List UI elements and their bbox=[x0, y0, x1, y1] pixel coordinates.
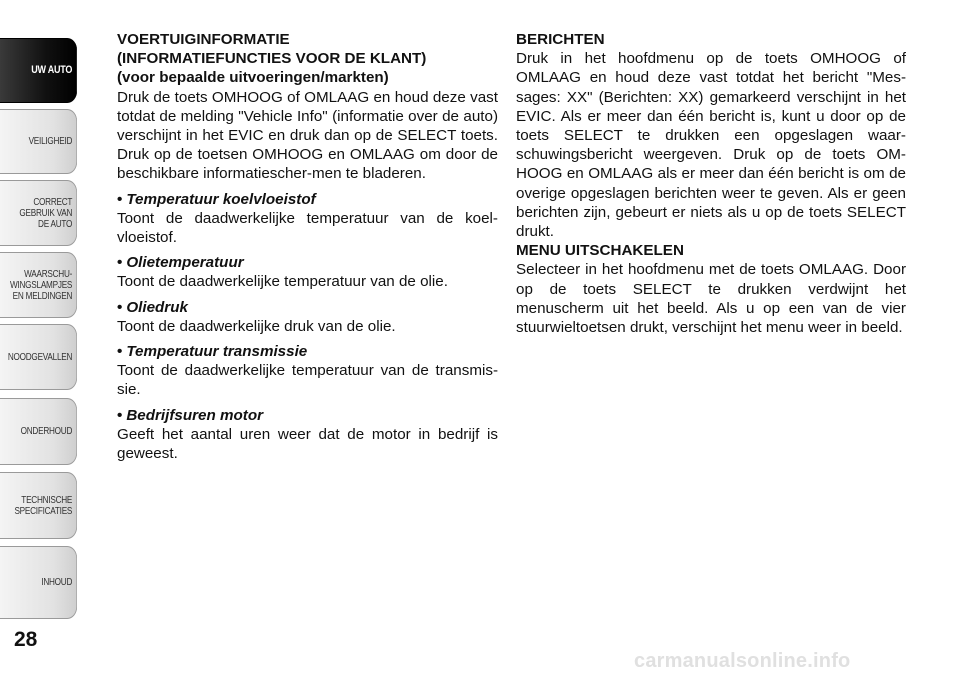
chapter-tabs bbox=[0, 0, 100, 678]
bullet: • bbox=[117, 254, 123, 272]
bullet: • bbox=[117, 190, 123, 208]
watermark: carmanualsonline.info bbox=[634, 650, 851, 672]
tab-uw-auto[interactable]: UW AUTO bbox=[0, 38, 77, 103]
tab-correct-gebruik[interactable]: CORRECT GEBRUIK VAN DE AUTO bbox=[0, 180, 77, 246]
item-title: Oliedruk bbox=[126, 298, 188, 316]
item-title: Bedrijfsuren motor bbox=[126, 406, 264, 424]
left-column bbox=[117, 30, 498, 463]
list-item bbox=[117, 298, 498, 336]
list-item bbox=[117, 253, 498, 291]
section-text-berichten: Druk in het hoofdmenu op de toets OMHOOG of OMLAAG en houd deze vast totdat het bericht "Mes-sages: XX" (Berichten: XX) gemarkeerd verschijnt in het EVIC. Als er meer dan één bericht is, kunt u door op de toets SELECT te drukken een opgeslagen waar-schuwingsbericht weergeven. Druk op de toets OM-HOOG en OMLAAG als er meer dan één bericht is om de overige opgeslagen berichten weer te geven. Als er geen berichten zijn, gebeurt er niets als u op de toets SELECT drukt. bbox=[516, 50, 906, 241]
item-text: Toont de daadwerkelijke temperatuur van de olie. bbox=[117, 273, 448, 291]
tab-onderhoud[interactable]: ONDERHOUD bbox=[0, 398, 77, 465]
item-text: Toont de daadwerkelijke temperatuur van de koel-vloeistof. bbox=[117, 209, 498, 247]
item-text: Toont de daadwerkelijke temperatuur van de transmis-sie. bbox=[117, 362, 498, 399]
list-item bbox=[117, 190, 498, 248]
section-heading-sub: (INFORMATIEFUNCTIES VOOR DE KLANT) bbox=[117, 50, 427, 68]
page-number: 28 bbox=[14, 628, 38, 651]
tab-waarschuwingslampjes[interactable]: WAARSCHU- WINGSLAMPJES EN MELDINGEN bbox=[0, 252, 77, 318]
bullet: • bbox=[117, 343, 123, 361]
tab-inhoud[interactable]: INHOUD bbox=[0, 546, 77, 619]
item-text: Toont de daadwerkelijke druk van de olie. bbox=[117, 317, 396, 335]
tab-noodgevallen[interactable]: NOODGEVALLEN bbox=[0, 324, 77, 390]
section-heading: VOERTUIGINFORMATIE bbox=[117, 31, 290, 48]
item-title: Temperatuur transmissie bbox=[126, 343, 308, 361]
list-item bbox=[117, 406, 498, 464]
intro-paragraph: Druk de toets OMHOOG of OMLAAG en houd deze vast totdat de melding "Vehicle Info" (informatie over de auto) verschijnt in het EVIC en druk dan op de SELECT toets. Druk op de toetsen OMHOOG en OMLAAG om door de beschikbare informatiescher-men te bladeren. bbox=[117, 88, 498, 183]
bullet: • bbox=[117, 406, 123, 424]
item-title: Olietemperatuur bbox=[126, 254, 244, 272]
section-text-menu-uitschakelen: Selecteer in het hoofdmenu met de toets OMLAAG. Door op de toets SELECT te drukken verdwijnt het menuscherm uit het beeld. Als u op een van de vier stuurwieltoetsen drukt, verschijnt het menu weer in beeld. bbox=[516, 261, 906, 337]
section-heading-note: (voor bepaalde uitvoeringen/markten) bbox=[117, 69, 389, 87]
list-item bbox=[117, 342, 498, 400]
item-text: Geeft het aantal uren weer dat de motor in bedrijf is geweest. bbox=[117, 425, 498, 463]
bullet: • bbox=[117, 298, 123, 316]
tab-veiligheid[interactable]: VEILIGHEID bbox=[0, 109, 77, 174]
item-title: Temperatuur koelvloeistof bbox=[126, 190, 316, 208]
tab-technische-specificaties[interactable]: TECHNISCHE SPECIFICATIES bbox=[0, 472, 77, 539]
right-column bbox=[516, 30, 906, 337]
section-title-berichten: BERICHTEN bbox=[516, 31, 605, 48]
section-title-menu-uitschakelen: MENU UITSCHAKELEN bbox=[516, 242, 684, 260]
